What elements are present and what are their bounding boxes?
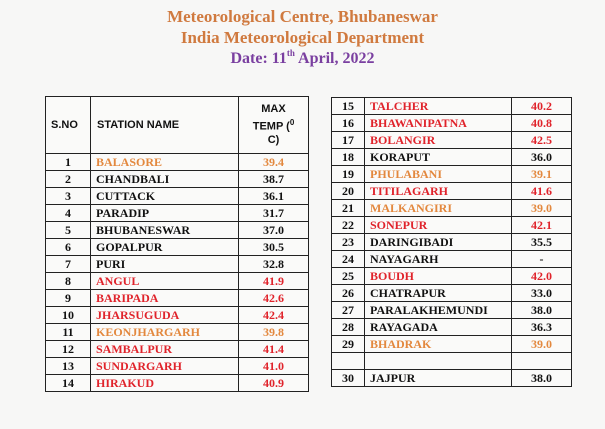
table-row	[46, 239, 309, 256]
sno-cell: 15	[332, 98, 365, 115]
temp-cell: 33.0	[512, 285, 572, 302]
temp-cell: 36.3	[512, 319, 572, 336]
station-cell: PHULABANI	[365, 166, 512, 183]
date-prefix: Date: 11	[230, 50, 287, 67]
column-header-sno: S.NO	[46, 97, 91, 154]
station-cell: BHADRAK	[365, 336, 512, 353]
station-cell: CHATRAPUR	[365, 285, 512, 302]
temp-cell: 42.5	[512, 132, 572, 149]
max-temp-line2: TEMP (	[252, 120, 290, 133]
sno-cell: 24	[332, 251, 365, 268]
station-cell: KORAPUT	[365, 149, 512, 166]
table-row	[46, 273, 309, 290]
sno-cell: 4	[46, 205, 91, 222]
temp-cell: 38.7	[239, 171, 309, 188]
table-row	[46, 307, 309, 324]
table-row	[332, 98, 572, 115]
temp-cell: 40.2	[512, 98, 572, 115]
table-row	[46, 375, 309, 392]
sno-cell: 20	[332, 183, 365, 200]
sno-cell: 2	[46, 171, 91, 188]
temperature-table-right	[331, 97, 572, 387]
temp-cell: 39.1	[512, 166, 572, 183]
sno-cell: 5	[46, 222, 91, 239]
date-suffix-sup: th	[286, 48, 295, 58]
sno-cell	[332, 353, 365, 370]
temp-cell: 32.8	[239, 256, 309, 273]
table-row	[332, 115, 572, 132]
table-row	[332, 166, 572, 183]
temp-cell	[512, 353, 572, 370]
sno-cell: 28	[332, 319, 365, 336]
department-title: India Meteorological Department	[180, 28, 425, 47]
column-header-station: STATION NAME	[91, 97, 239, 154]
sno-cell: 10	[46, 307, 91, 324]
station-cell: RAYAGADA	[365, 319, 512, 336]
sno-cell: 17	[332, 132, 365, 149]
table-row	[46, 256, 309, 273]
station-cell: TITILAGARH	[365, 183, 512, 200]
date-month-year: April, 2022	[294, 50, 375, 67]
column-header-max-temp	[239, 97, 309, 154]
temp-cell: 39.4	[239, 154, 309, 171]
temp-cell: 42.0	[512, 268, 572, 285]
sno-cell: 23	[332, 234, 365, 251]
left-table-body	[46, 154, 309, 392]
max-temp-line1: MAX	[261, 103, 286, 116]
sno-cell: 11	[46, 324, 91, 341]
temp-cell: 42.4	[239, 307, 309, 324]
table-row	[332, 302, 572, 319]
station-cell: PARALAKHEMUNDI	[365, 302, 512, 319]
station-cell: KEONJHARGARH	[91, 324, 239, 341]
centre-title: Meteorological Centre, Bhubaneswar	[167, 7, 438, 26]
temp-cell: -	[512, 251, 572, 268]
table-row	[46, 171, 309, 188]
sno-cell: 13	[46, 358, 91, 375]
station-cell: ANGUL	[91, 273, 239, 290]
station-cell: GOPALPUR	[91, 239, 239, 256]
station-cell: SUNDARGARH	[91, 358, 239, 375]
station-cell: PARADIP	[91, 205, 239, 222]
temp-cell: 36.0	[512, 149, 572, 166]
table-row	[46, 154, 309, 171]
temp-cell: 42.6	[239, 290, 309, 307]
temp-cell: 41.4	[239, 341, 309, 358]
station-cell: BALASORE	[91, 154, 239, 171]
table-row	[46, 290, 309, 307]
sno-cell: 27	[332, 302, 365, 319]
table-row	[332, 217, 572, 234]
table-row	[332, 132, 572, 149]
station-cell	[365, 353, 512, 370]
table-row	[46, 188, 309, 205]
table-row	[46, 358, 309, 375]
sno-cell: 1	[46, 154, 91, 171]
table-row	[46, 205, 309, 222]
temp-cell: 40.8	[512, 115, 572, 132]
table-row	[332, 183, 572, 200]
station-cell: SONEPUR	[365, 217, 512, 234]
temp-cell: 40.9	[239, 375, 309, 392]
temp-cell: 41.0	[239, 358, 309, 375]
temp-cell: 41.9	[239, 273, 309, 290]
temp-cell: 42.1	[512, 217, 572, 234]
sno-cell: 12	[46, 341, 91, 358]
table-row	[332, 200, 572, 217]
table-header-row	[46, 97, 309, 154]
temp-cell: 41.6	[512, 183, 572, 200]
temp-cell: 36.1	[239, 188, 309, 205]
station-cell: DARINGIBADI	[365, 234, 512, 251]
sno-cell: 3	[46, 188, 91, 205]
sno-cell: 22	[332, 217, 365, 234]
temp-cell: 37.0	[239, 222, 309, 239]
table-row	[332, 234, 572, 251]
temp-cell: 39.0	[512, 336, 572, 353]
temp-cell: 39.8	[239, 324, 309, 341]
station-cell: SAMBALPUR	[91, 341, 239, 358]
temperature-table-left	[45, 96, 309, 392]
table-row	[46, 341, 309, 358]
right-table-body	[332, 98, 572, 387]
station-cell: JAJPUR	[365, 370, 512, 387]
sno-cell: 9	[46, 290, 91, 307]
degree-sup: 0	[289, 118, 295, 128]
table-row	[332, 251, 572, 268]
temp-cell: 30.5	[239, 239, 309, 256]
station-cell: BOLANGIR	[365, 132, 512, 149]
station-cell: HIRAKUD	[91, 375, 239, 392]
sno-cell: 29	[332, 336, 365, 353]
table-row	[332, 285, 572, 302]
sno-cell: 6	[46, 239, 91, 256]
station-cell: BHAWANIPATNA	[365, 115, 512, 132]
table-row	[332, 268, 572, 285]
station-cell: BOUDH	[365, 268, 512, 285]
table-row	[46, 222, 309, 239]
sno-cell: 30	[332, 370, 365, 387]
table-row	[332, 353, 572, 370]
temp-cell: 38.0	[512, 302, 572, 319]
sno-cell: 14	[46, 375, 91, 392]
sno-cell: 7	[46, 256, 91, 273]
sno-cell: 16	[332, 115, 365, 132]
station-cell: PURI	[91, 256, 239, 273]
report-date	[0, 49, 605, 69]
table-row	[332, 149, 572, 166]
table-row	[332, 370, 572, 387]
temp-cell: 35.5	[512, 234, 572, 251]
station-cell: BHUBANESWAR	[91, 222, 239, 239]
sno-cell: 26	[332, 285, 365, 302]
sno-cell: 19	[332, 166, 365, 183]
max-temp-line3: C)	[267, 133, 280, 146]
page-header	[0, 6, 605, 69]
station-cell: MALKANGIRI	[365, 200, 512, 217]
temp-cell: 38.0	[512, 370, 572, 387]
sno-cell: 21	[332, 200, 365, 217]
station-cell: JHARSUGUDA	[91, 307, 239, 324]
station-cell: BARIPADA	[91, 290, 239, 307]
temp-cell: 31.7	[239, 205, 309, 222]
sno-cell: 8	[46, 273, 91, 290]
sno-cell: 18	[332, 149, 365, 166]
sno-cell: 25	[332, 268, 365, 285]
table-row	[332, 319, 572, 336]
table-row	[46, 324, 309, 341]
temp-cell: 39.0	[512, 200, 572, 217]
station-cell: CHANDBALI	[91, 171, 239, 188]
station-cell: TALCHER	[365, 98, 512, 115]
station-cell: NAYAGARH	[365, 251, 512, 268]
station-cell: CUTTACK	[91, 188, 239, 205]
table-row	[332, 336, 572, 353]
